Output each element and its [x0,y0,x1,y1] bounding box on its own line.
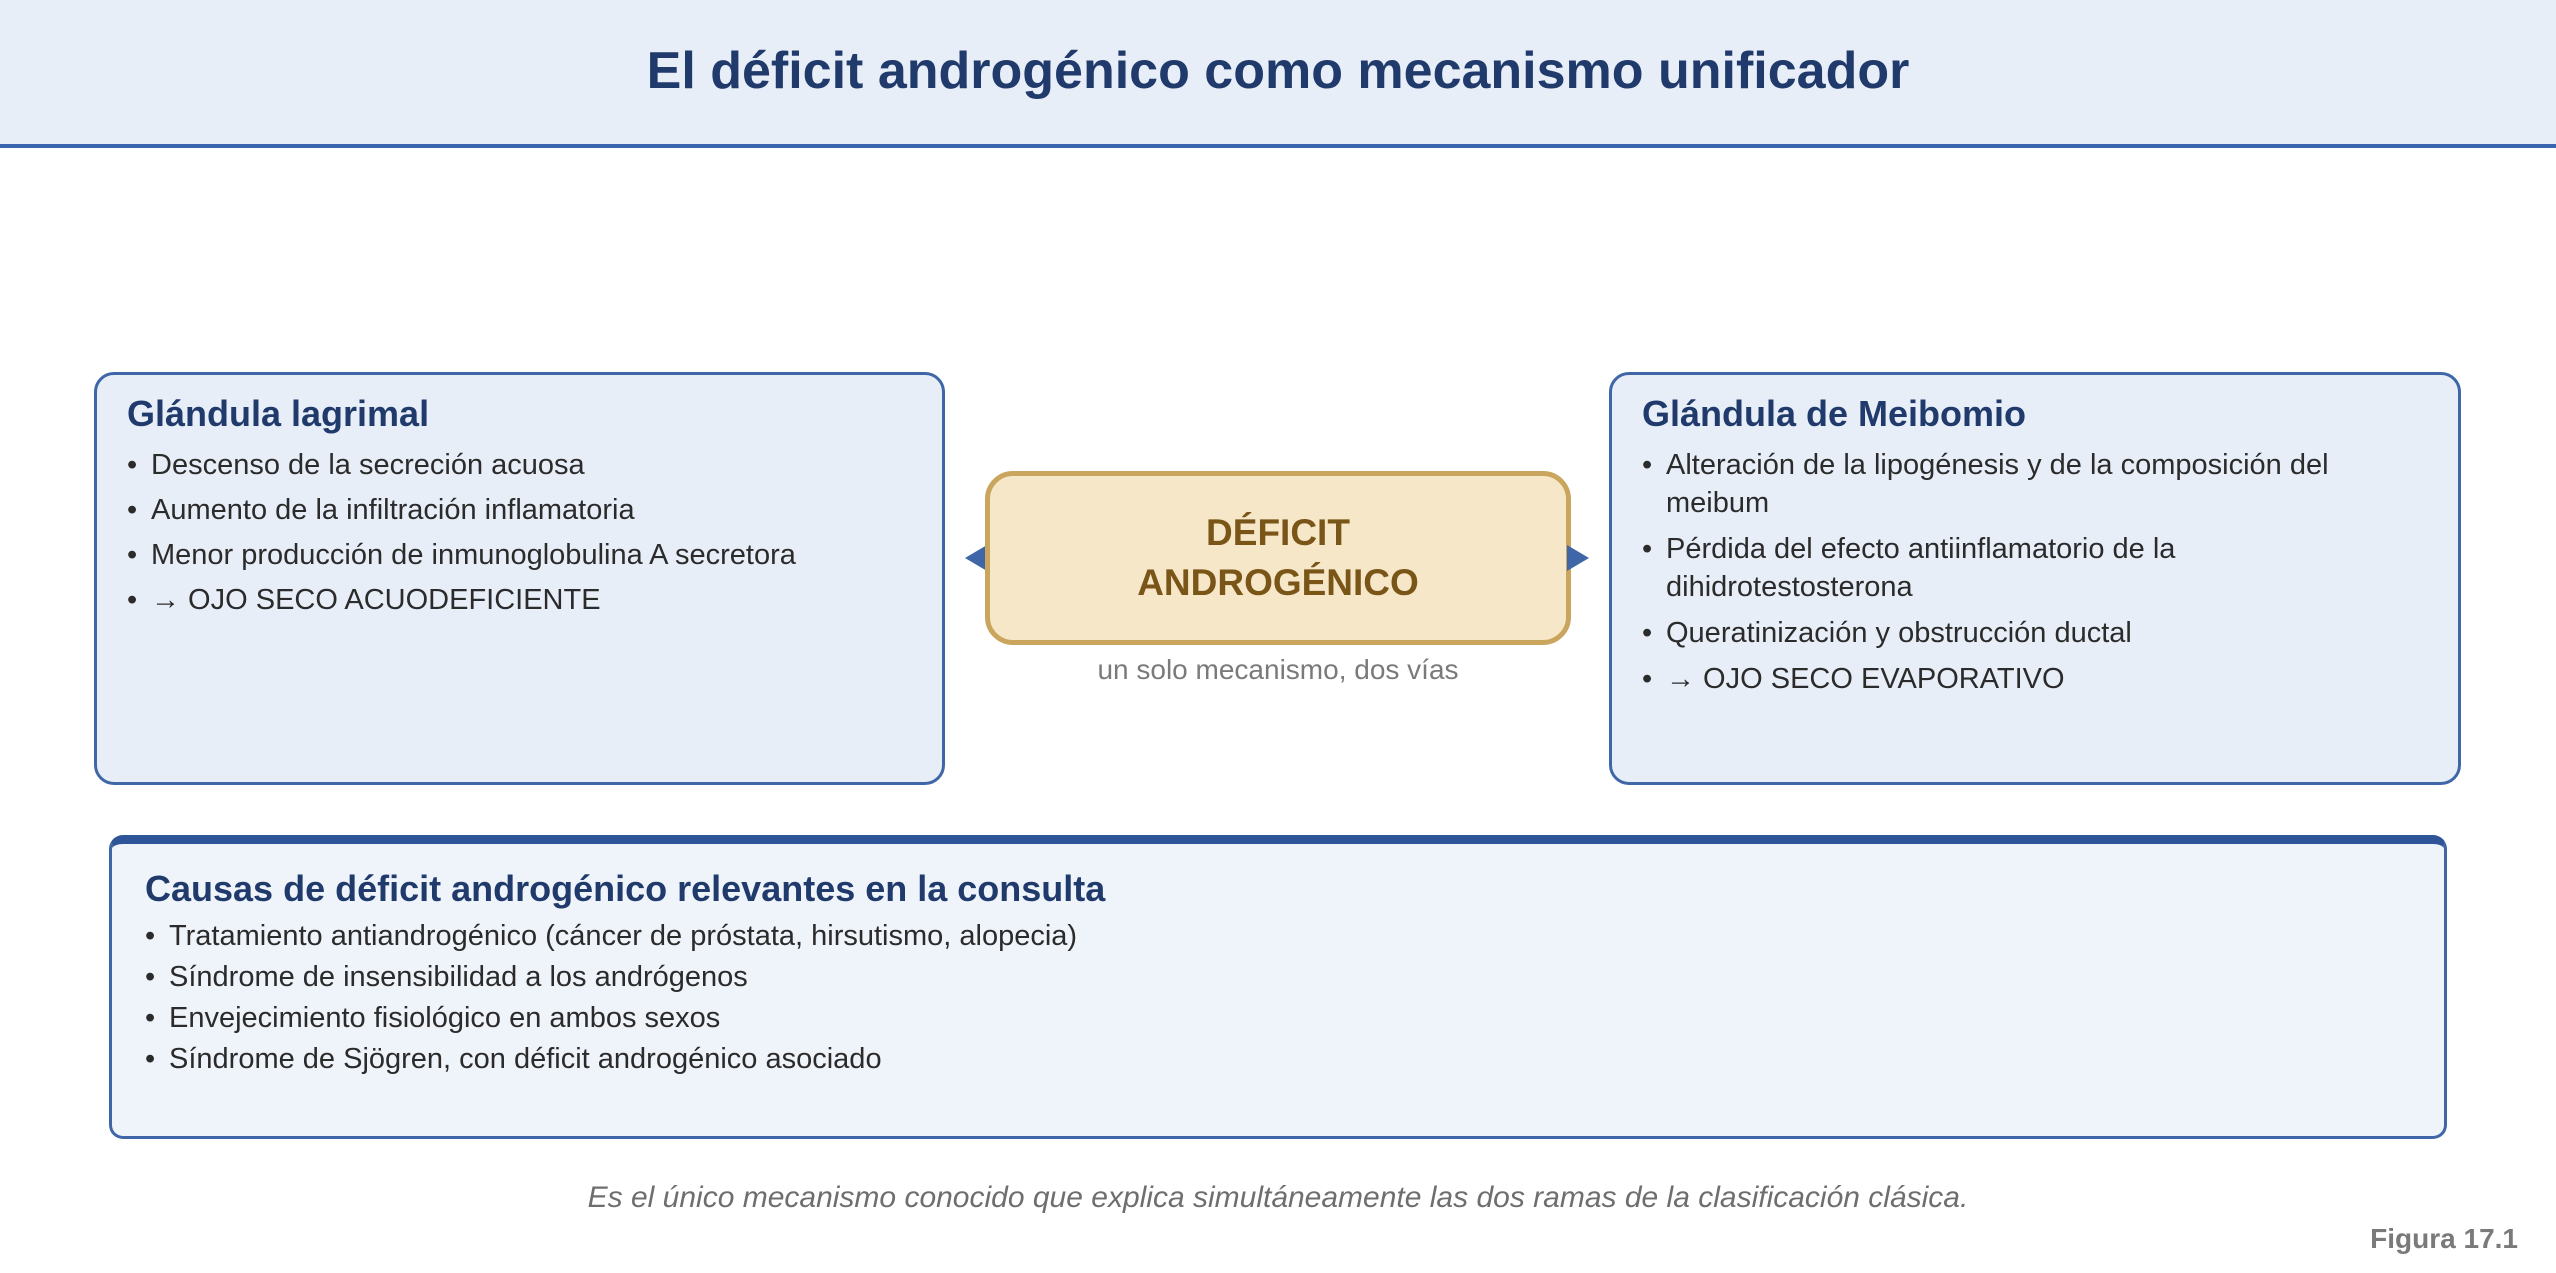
lacrimal-gland-title: Glándula lagrimal [127,393,430,434]
list-item: • Síndrome de Sjögren, con déficit androgénico asociado [145,1043,882,1075]
footer-note: Es el único mecanismo conocido que explica simultáneamente las dos ramas de la clasificación clásica. [587,1181,1969,1214]
page-title: El déficit androgénico como mecanismo unificador [646,42,1910,100]
list-item: • Descenso de la secreción acuosa [127,449,585,481]
list-item: • Menor producción de inmunoglobulina A secretora [127,539,796,571]
list-item: • Alteración de la lipogénesis y de la composición del meibum [1642,449,2329,519]
androgen-deficit-node [985,471,1571,645]
list-item: • Envejecimiento fisiológico en ambos sexos [145,1002,721,1034]
center-line-2: ANDROGÉNICO [1137,562,1419,603]
list-item: • → OJO SECO ACUODEFICIENTE [127,584,601,616]
list-item: • Tratamiento antiandrogénico (cáncer de próstata, hirsutismo, alopecia) [145,920,1078,952]
center-caption: un solo mecanismo, dos vías [1097,654,1459,685]
list-item: • Queratinización y obstrucción ductal [1642,617,2132,649]
causes-panel [109,835,2447,1139]
header-bar [0,0,2556,148]
figure-label: Figura 17.1 [2370,1223,2518,1254]
lacrimal-gland-list [127,446,912,619]
meibomian-gland-panel [1609,372,2461,785]
list-item: • Pérdida del efecto antiinflamatorio de la dihidrotestosterona [1642,533,2176,603]
causes-title: Causas de déficit androgénico relevantes en la consulta [145,868,1106,909]
center-line-1: DÉFICIT [1206,512,1350,553]
meibomian-gland-list [1642,446,2428,698]
list-item: • → OJO SECO EVAPORATIVO [1642,663,2065,695]
causes-list [145,917,2411,1078]
meibomian-gland-title: Glándula de Meibomio [1642,393,2027,434]
arrow-right-icon [1567,545,1589,571]
arrow-left-icon [965,545,987,571]
list-item: • Aumento de la infiltración inflamatoria [127,494,635,526]
list-item: • Síndrome de insensibilidad a los andrógenos [145,961,748,993]
lacrimal-gland-panel [94,372,945,785]
